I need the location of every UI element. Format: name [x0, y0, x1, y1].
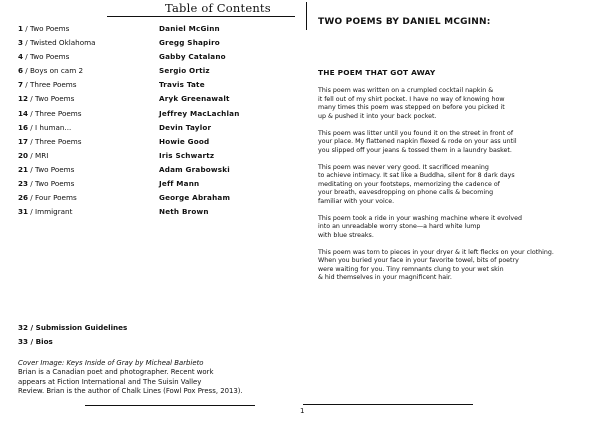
toc-row[interactable]: [18, 64, 293, 78]
toc-author: Travis Tate: [159, 80, 205, 90]
toc-entry: [18, 50, 69, 64]
toc-page-number: 1: [18, 24, 24, 33]
toc-author: George Abraham: [159, 193, 231, 203]
toc-piece-title: / Two Poems: [23, 24, 70, 33]
toc-row[interactable]: [18, 78, 293, 92]
toc-row[interactable]: [18, 36, 293, 50]
toc-row[interactable]: [18, 335, 218, 349]
toc-author: Iris Schwartz: [159, 150, 215, 160]
toc-author: Gabby Catalano: [159, 52, 226, 62]
toc-entry: [18, 135, 82, 149]
toc-piece-title: / Boys on cam 2: [23, 66, 84, 76]
toc-header-rule: [107, 16, 295, 17]
toc-author: Jeffrey MacLachlan: [159, 108, 240, 118]
toc-piece-title: / I human...: [28, 122, 72, 132]
toc-piece-title: / Submission Guidelines: [28, 323, 128, 332]
toc-piece-title: / Three Poems: [28, 108, 82, 118]
toc-row[interactable]: [18, 163, 293, 177]
toc-page-number: 33: [18, 337, 29, 346]
toc-piece-title: / Three Poems: [23, 80, 77, 90]
toc-entry: [18, 121, 71, 135]
poem-title: THE POEM THAT GOT AWAY: [318, 68, 436, 77]
cover-caption: Cover Image: Keys Inside of Gray by Micheal Barbieto: [18, 359, 204, 367]
toc-entry: [18, 149, 48, 163]
toc-row[interactable]: [18, 321, 218, 335]
toc-author: Aryk Greenawalt: [159, 94, 230, 104]
toc-page-number: 7: [18, 80, 24, 90]
toc-author: Jeff Mann: [159, 179, 200, 189]
toc-page-number: 12: [18, 94, 29, 104]
toc-row[interactable]: [18, 135, 293, 149]
toc-page-number: 6: [18, 66, 24, 76]
toc-entry: [18, 78, 77, 92]
page-number: 1: [300, 407, 305, 415]
poem-stanza: This poem was torn to pieces in your dryer & it left flecks on your clothing. When you buried your face in your favorite towel, bits of poetry were waiting for you. Tiny remnants clung to your wet skin & hid themselves in your magnificent hair.: [318, 248, 554, 282]
toc-author: Gregg Shapiro: [159, 38, 220, 48]
toc-entry: [18, 335, 53, 349]
toc-author: Sergio Ortiz: [159, 66, 210, 76]
toc-page-number: 31: [18, 207, 29, 217]
right-bottom-rule: [303, 404, 473, 405]
toc-piece-title: / Two Poems: [23, 52, 70, 62]
poem-body: [318, 87, 593, 291]
toc-page-number: 32: [18, 323, 29, 332]
toc-row[interactable]: [18, 191, 293, 205]
page-divider-rule: [306, 2, 307, 30]
toc-entry: [18, 107, 82, 121]
cover-bio: Brian is a Canadian poet and photographer. Recent work appears at Fiction International and The Suisin Valley Review. Brian is the author of Chalk Lines (Fowl Pox Press, 2013).: [18, 368, 243, 395]
toc-row[interactable]: [18, 22, 293, 36]
toc-page-number: 17: [18, 136, 29, 146]
toc-piece-title: / Two Poems: [28, 179, 75, 189]
toc-row[interactable]: [18, 107, 293, 121]
toc-piece-title: / MRI: [28, 150, 49, 160]
toc-page-number: 14: [18, 108, 29, 118]
toc-page-number: 4: [18, 52, 24, 62]
toc-row[interactable]: [18, 50, 293, 64]
toc-list: [18, 22, 293, 219]
toc-title: Table of Contents: [165, 1, 271, 15]
toc-entry: [18, 22, 69, 36]
poem-stanza: This poem was never very good. It sacrificed meaning to achieve intimacy. It sat like a Buddha, silent for 8 dark days meditating on your footsteps, memorizing the cadence of your breath, eavesdropping on phone calls & becoming familiar with your voice.: [318, 163, 515, 205]
toc-author: Devin Taylor: [159, 122, 212, 132]
toc-row[interactable]: [18, 121, 293, 135]
toc-entry: [18, 191, 77, 205]
left-bottom-rule: [85, 405, 255, 406]
poem-stanza: This poem was litter until you found it on the street in front of your place. My flattened napkin flexed & rode on your ass until you slipped off your jeans & tossed them in a laundry basket.: [318, 129, 517, 154]
toc-page-number: 21: [18, 164, 29, 174]
toc-piece-title: / Two Poems: [28, 94, 75, 104]
toc-entry: [18, 205, 72, 219]
toc-entry: [18, 321, 127, 335]
toc-piece-title: / Immigrant: [28, 207, 73, 217]
toc-row[interactable]: [18, 149, 293, 163]
toc-page-number: 20: [18, 150, 29, 160]
toc-entry: [18, 163, 74, 177]
toc-piece-title: / Four Poems: [28, 193, 77, 203]
toc-row[interactable]: [18, 92, 293, 106]
toc-back-matter: [18, 321, 218, 349]
toc-piece-title: / Two Poems: [28, 164, 75, 174]
toc-author: Adam Grabowski: [159, 164, 230, 174]
toc-author: Neth Brown: [159, 207, 209, 217]
toc-page-number: 16: [18, 122, 29, 132]
toc-page-number: 26: [18, 193, 29, 203]
toc-author: Daniel McGinn: [159, 24, 220, 33]
poem-stanza: This poem was written on a crumpled cocktail napkin & it fell out of my shirt pocket. I have no way of knowing how many times this poem was stepped on before you picked it up & pushed it into your back pocket.: [318, 87, 505, 120]
toc-row[interactable]: [18, 177, 293, 191]
toc-page-number: 23: [18, 179, 29, 189]
toc-entry: [18, 36, 96, 50]
toc-entry: [18, 64, 83, 78]
section-heading: TWO POEMS BY DANIEL MCGINN:: [318, 17, 491, 27]
poem-stanza: This poem took a ride in your washing machine where it evolved into an unreadable worry stone—a hard white lump with blue streaks.: [318, 214, 522, 239]
toc-entry: [18, 92, 74, 106]
toc-piece-title: / Three Poems: [28, 136, 82, 146]
toc-entry: [18, 177, 74, 191]
toc-row[interactable]: [18, 205, 293, 219]
toc-piece-title: / Bios: [28, 337, 53, 346]
toc-author: Howie Good: [159, 136, 210, 146]
toc-page-number: 3: [18, 38, 24, 48]
toc-piece-title: / Twisted Oklahoma: [23, 38, 96, 48]
cover-credit: [18, 359, 288, 396]
